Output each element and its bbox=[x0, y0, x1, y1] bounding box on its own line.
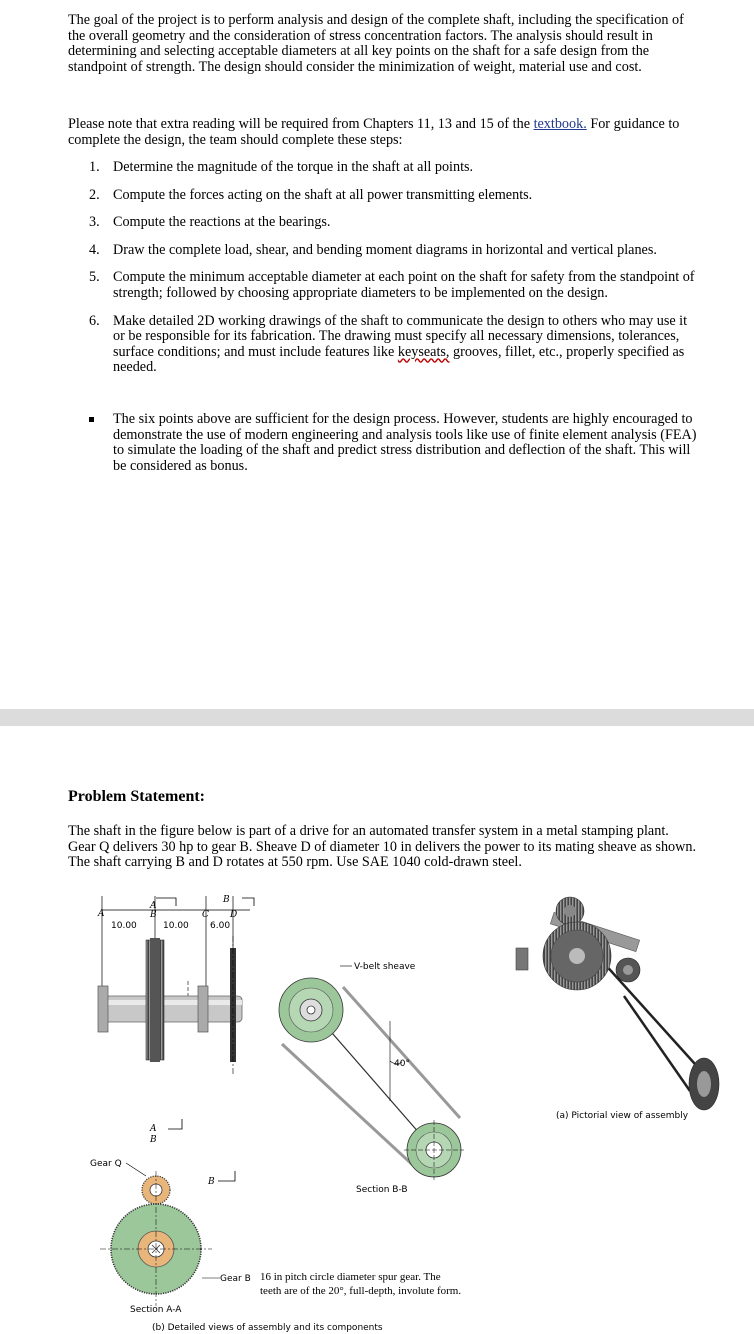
textbook-link[interactable]: textbook. bbox=[533, 116, 587, 132]
document-page-2 bbox=[0, 726, 754, 1334]
problem-heading: Problem Statement: bbox=[68, 788, 205, 805]
step-text-end: grooves, fillet, etc., properly specified as needed. bbox=[113, 343, 685, 376]
pictorial-caption: (a) Pictorial view of assembly bbox=[556, 1111, 689, 1121]
point-label: A bbox=[98, 909, 105, 919]
figure-caption-b: (b) Detailed views of assembly and its components bbox=[152, 1323, 383, 1333]
step-text: Draw the complete load, shear, and bending moment diagrams in horizontal and vertical planes. bbox=[113, 241, 657, 258]
shaft-assembly-figure bbox=[80, 886, 720, 1333]
dimension-value: 10.00 bbox=[111, 921, 137, 931]
gear-b-label: Gear B bbox=[220, 1274, 251, 1284]
list-item bbox=[68, 160, 698, 176]
note-text-before: Please note that extra reading will be required from Chapters 11, 13 and 15 of the bbox=[68, 116, 534, 132]
dimension-value: 6.00 bbox=[210, 921, 231, 931]
step-number: 1. bbox=[89, 159, 100, 175]
step-text: Make detailed 2D working drawings of the shaft to communicate the design to others who may use it or be responsible for its fabrication. The drawing must specify all necessary dimensions, tolerances, surface conditions; and must include features like bbox=[113, 312, 688, 360]
belt-angle: 40° bbox=[394, 1059, 410, 1069]
list-item bbox=[68, 270, 698, 301]
step-number: 4. bbox=[89, 241, 100, 258]
section-label: B bbox=[208, 1177, 215, 1187]
section-b-b-label: Section B-B bbox=[356, 1185, 408, 1195]
gear-q-label: Gear Q bbox=[90, 1159, 122, 1169]
gear-b-spec: teeth are of the 20°, full-depth, involute form. bbox=[260, 1285, 462, 1297]
steps-list bbox=[68, 160, 698, 388]
step-text: Compute the reactions at the bearings. bbox=[113, 214, 331, 231]
shaft-elevation-view bbox=[90, 895, 254, 1187]
step-text: Compute the forces acting on the shaft at all power transmitting elements. bbox=[113, 186, 533, 203]
step-number: 2. bbox=[89, 186, 100, 203]
bonus-text: The six points above are sufficient for the design process. However, students are highly encouraged to demonstrate the use of modern engineering and analysis tools like use of finite element analysis (FEA) to simulate the loading of the shaft and predict stress distribution and deflection of the shaft. This will be considered as bonus. bbox=[113, 411, 697, 474]
section-label: A bbox=[150, 1124, 157, 1134]
step-number: 6. bbox=[89, 312, 100, 329]
bullet-square-icon bbox=[89, 417, 94, 422]
gear-b-spec: 16 in pitch circle diameter spur gear. The bbox=[260, 1271, 441, 1283]
section-label: B bbox=[150, 1135, 157, 1145]
v-belt-label: V-belt sheave bbox=[354, 962, 416, 972]
dim-label: B bbox=[223, 895, 230, 905]
note-text-after: For guidance to complete the design, the team should complete these steps: bbox=[68, 116, 680, 148]
point-label: C bbox=[202, 910, 209, 920]
section-b-b-view bbox=[279, 962, 464, 1195]
step-number: 3. bbox=[89, 214, 100, 231]
intro-paragraph: The goal of the project is to perform analysis and design of the complete shaft, including the specification of the overall geometry and the consideration of stress concentration factors. The analysis should result in determining and selecting acceptable diameters at all key points on the shaft for a safe design from the standpoint of strength. The design should consider the minimization of weight, material use and cost. bbox=[68, 12, 684, 75]
list-item bbox=[68, 314, 698, 376]
step-text: Determine the magnitude of the torque in the shaft at all points. bbox=[113, 159, 474, 175]
step-number: 5. bbox=[89, 269, 100, 286]
shaft-body bbox=[102, 996, 242, 1022]
point-label: D bbox=[230, 910, 238, 920]
problem-statement: The shaft in the figure below is part of a drive for an automated transfer system in a metal stamping plant. Gear Q delivers 30 hp to gear B. Sheave D of diameter 10 in delivers the power to its mating sheave as shown. The shaft carrying B and D rotates at 550 rpm. Use SAE 1040 cold-drawn steel. bbox=[68, 823, 697, 871]
dimension-value: 10.00 bbox=[163, 921, 189, 931]
list-item bbox=[68, 215, 698, 231]
spellcheck-flagged-word[interactable]: keyseats, bbox=[397, 343, 450, 360]
list-item bbox=[68, 243, 698, 259]
dim-label: A bbox=[150, 901, 157, 911]
point-label: B bbox=[150, 910, 157, 920]
pictorial-view bbox=[516, 897, 719, 1121]
bonus-bullet bbox=[68, 412, 698, 474]
step-text: Compute the minimum acceptable diameter at each point on the shaft for safety from the standpoint of strength; followed by choosing appropriate diameters to be implemented on the design. bbox=[113, 269, 695, 301]
list-item bbox=[68, 188, 698, 204]
section-a-a-label: Section A-A bbox=[130, 1305, 182, 1315]
note-paragraph bbox=[68, 117, 698, 148]
